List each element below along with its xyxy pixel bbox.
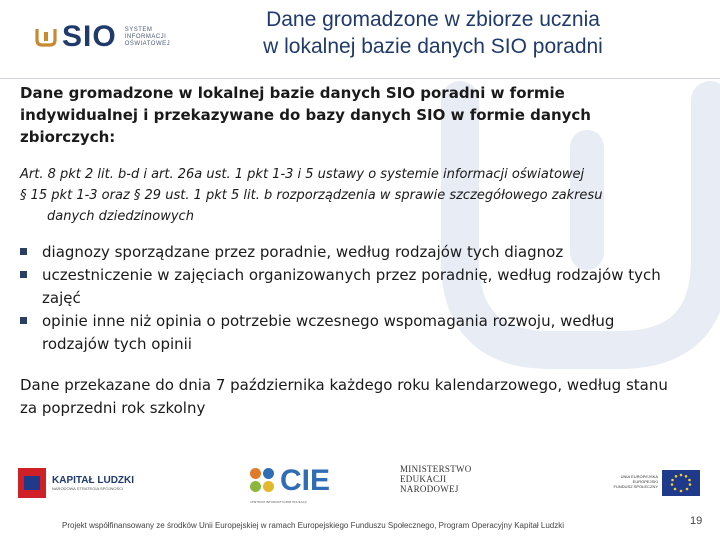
kapital-ludzki-logo bbox=[18, 468, 134, 498]
sio-logo-icon bbox=[34, 26, 58, 48]
cie-logo bbox=[250, 464, 331, 504]
legal-line: danych dziedzinowych bbox=[47, 209, 194, 224]
legal-reference bbox=[20, 164, 680, 227]
kapital-ludzki-icon bbox=[18, 468, 46, 498]
deadline-note: Dane przekazane do dnia 7 października każdego roku kalendarzowego, według stanu za poprzedni rok szkolny bbox=[20, 376, 668, 417]
project-footer: Projekt współfinansowany ze środków Unii Europejskiej w ramach Europejskiego Funduszu Społecznego, Program Operacyjny Kapitał Ludzki bbox=[62, 521, 565, 530]
bullet-icon bbox=[20, 271, 27, 278]
slide-header bbox=[0, 0, 720, 78]
logo-subtitle bbox=[125, 27, 170, 48]
cie-dots-icon bbox=[250, 468, 276, 494]
eu-flag-icon bbox=[662, 470, 700, 496]
slide-content bbox=[20, 82, 680, 420]
ue-label bbox=[608, 474, 658, 489]
kl-name: KAPITAŁ LUDZKI bbox=[52, 475, 135, 486]
header-divider bbox=[0, 78, 720, 79]
men-logo bbox=[400, 464, 472, 494]
cie-text: CIE bbox=[280, 464, 331, 497]
logo-text: SIO bbox=[62, 20, 117, 53]
data-list bbox=[20, 241, 680, 356]
title-line: Dane gromadzone w zbiorze ucznia bbox=[266, 8, 600, 31]
ue-line: EUROPEJSKI bbox=[632, 479, 658, 484]
kl-sub: NARODOWA STRATEGIA SPÓJNOŚCI bbox=[52, 486, 124, 491]
title-line: w lokalnej bazie danych SIO poradni bbox=[263, 35, 603, 58]
legal-line: § 15 pkt 1-3 oraz § 29 ust. 1 pkt 5 lit. b rozporządzenia w sprawie szczegółowego zakresu bbox=[20, 188, 603, 203]
list-item bbox=[20, 310, 680, 356]
list-item bbox=[20, 241, 680, 264]
list-item-text: diagnozy sporządzane przez poradnie, według rodzajów tych diagnoz bbox=[42, 243, 564, 261]
logo-sub-line: INFORMACJI bbox=[124, 33, 167, 40]
ue-line: UNIA EUROPEJSKA bbox=[620, 474, 658, 479]
sio-logo bbox=[34, 20, 170, 54]
bullet-icon bbox=[20, 248, 27, 255]
slide-title bbox=[198, 6, 668, 60]
list-item-text: uczestniczenie w zajęciach organizowanych przez poradnię, według rodzajów tych zajęć bbox=[42, 266, 661, 307]
list-item-text: opinie inne niż opinia o potrzebie wczesnego wspomagania rozwoju, według rodzajów tych opinii bbox=[42, 312, 615, 353]
bullet-icon bbox=[20, 317, 27, 324]
page-number: 19 bbox=[690, 515, 703, 527]
list-item bbox=[20, 264, 680, 310]
ue-line: FUNDUSZ SPOŁECZNY bbox=[613, 484, 658, 489]
legal-line: Art. 8 pkt 2 lit. b-d i art. 26a ust. 1 pkt 1-3 i 5 ustawy o systemie informacji oświatowej bbox=[20, 167, 585, 182]
lead-paragraph: Dane gromadzone w lokalnej bazie danych SIO poradni w formie indywidualnej i przekazywane do bazy danych SIO w formie danych zbiorczych: bbox=[20, 84, 591, 146]
men-line: NARODOWEJ bbox=[400, 484, 459, 494]
logo-sub-line: SYSTEM bbox=[124, 26, 153, 33]
footer-logos bbox=[0, 456, 720, 512]
logo-sub-line: OŚWIATOWEJ bbox=[124, 40, 171, 47]
cie-sub: CENTRUM INFORMATYCZNE EDUKACJI bbox=[250, 500, 307, 504]
men-line: MINISTERSTWO bbox=[400, 464, 472, 474]
men-line: EDUKACJI bbox=[400, 474, 447, 484]
